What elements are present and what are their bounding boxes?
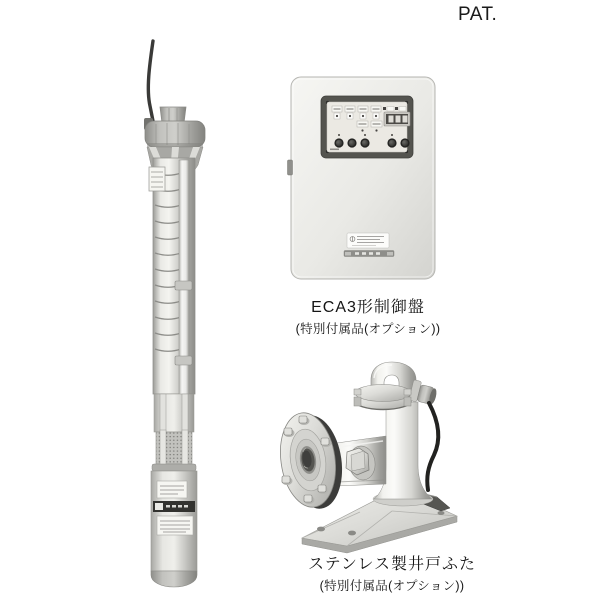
pump-upper-label: [149, 167, 165, 191]
control-panel-caption-title: ECA3形制御盤: [311, 299, 425, 316]
pump-power-cable: [148, 41, 153, 121]
pump-motor: [151, 471, 197, 587]
panel-digital-display: [383, 107, 410, 127]
control-panel-caption-note: (特別付属品(オプション)): [295, 322, 441, 337]
well-lid-caption-note: (特別付属品(オプション)): [319, 579, 465, 594]
well-cover-photo: [275, 362, 457, 553]
pump-strainer-section: [152, 394, 196, 471]
well-lid-caption-title: ステンレス製井戸ふた: [307, 556, 476, 573]
well-cover-riser-pipe: [329, 402, 433, 506]
well-cover-power-cable: [427, 403, 438, 490]
control-box-latch: [288, 160, 293, 175]
control-panel-caption: [258, 299, 478, 337]
control-box-photo: [288, 77, 436, 279]
control-box-display-panel: [321, 96, 413, 158]
well-cover-flange: [275, 409, 348, 512]
well-lid-caption: [282, 556, 502, 594]
pat-label: PAT.: [458, 4, 498, 25]
submersible-pump-photo: [144, 41, 205, 587]
well-cover-elbow: [354, 362, 439, 410]
control-box-sticker: [344, 233, 394, 257]
